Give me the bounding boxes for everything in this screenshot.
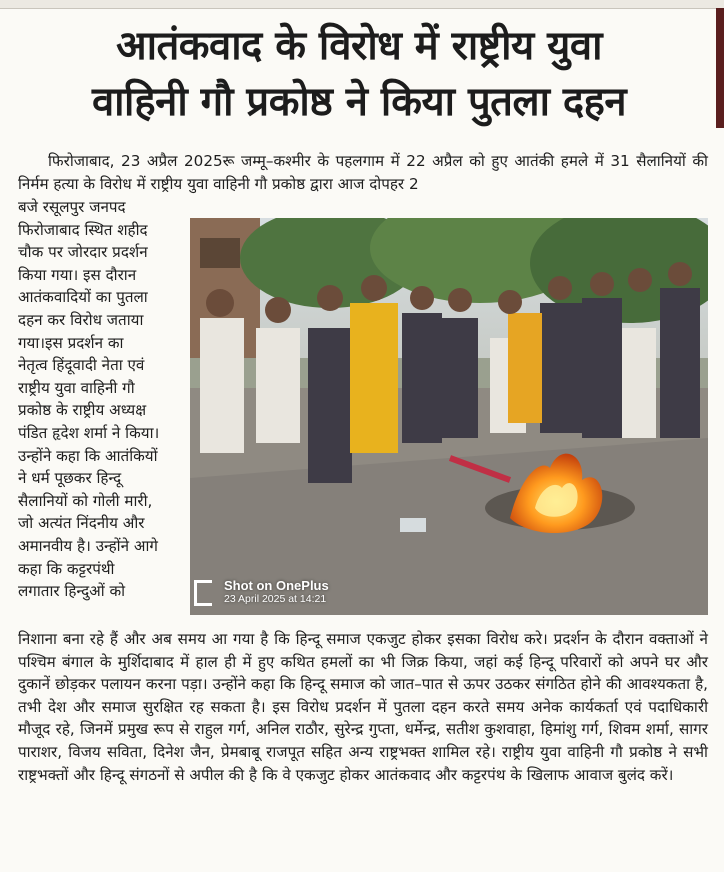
wrap-line: फिरोजाबाद स्थित शहीद [18,220,148,239]
headline-line-2: वाहिनी गौ प्रकोष्ठ ने किया पुतला दहन [91,79,627,125]
headline-line-1: आतंकवाद के विरोध में राष्ट्रीय युवा [116,23,602,69]
article-intro [18,150,708,195]
wrap-line: गया।इस प्रदर्शन का [18,333,124,352]
wrap-line: अमानवीय है। उन्होंने आगे [18,536,158,555]
article-continuation [18,628,708,786]
wrap-line: चौक पर जोरदार प्रदर्शन [18,243,148,262]
wrap-line: आतंकवादियों का पुतला [18,288,148,307]
wrap-line: जो अत्यंत निंदनीय और [18,514,145,533]
previous-article-strip [0,0,724,9]
wrap-line: राष्ट्रीय युवा वाहिनी गौ [18,378,135,397]
wrap-line: ने धर्म पूछकर हिन्दू [18,469,122,488]
wrap-line: उन्होंने कहा कि आतंकियों [18,446,158,465]
wrap-line: प्रकोष्ठ के राष्ट्रीय अध्यक्ष [18,401,147,420]
news-photo [190,218,708,615]
watermark-timestamp: 23 April 2025 at 14:21 [224,593,327,605]
protest-photo-illustration [190,218,708,615]
adjacent-page-edge [716,8,724,128]
oneplus-logo-icon [194,580,212,606]
article-wrap-column [18,196,188,603]
wrap-line: सैलानियों को गोली मारी, [18,491,153,510]
wrap-line: लगातार हिन्दुओं को [18,582,126,601]
wrap-line: नेतृत्व हिंदूवादी नेता एवं [18,356,145,375]
watermark-device: Shot on OnePlus [224,578,329,593]
wrap-line: बजे रसूलपुर जनपद [18,198,126,216]
intro-paragraph: फिरोजाबाद, 23 अप्रैल 2025रू जम्मू–कश्मीर के पहलगाम में 22 अप्रैल को हुए आतंकी हमले में 31 सैलानियों की निर्मम हत्या के विरोध में राष्ट्रीय युवा वाहिनी गौ प्रकोष्ठ द्वारा आज दोपहर 2 [18,152,708,193]
wrap-line: किया गया। इस दौरान [18,265,137,284]
wrap-line: पंडित हृदेश शर्मा ने किया। [18,423,160,442]
continuation-paragraph: निशाना बना रहे हैं और अब समय आ गया है कि हिन्दू समाज एकजुट होकर इसका विरोध करे। प्रदर्शन के दौरान वक्ताओं ने पश्चिम बंगाल के मुर्शिदाबाद में हाल ही में हुए कथित हमलों का भी जिक्र किया, जहां कई हिन्दू परिवारों को अपने घर और दुकानें छोड़कर पलायन करना पड़ा। उन्होंने कहा कि हिन्दू समाज को जात–पात से ऊपर उठकर संगठित होने की आवश्यकता है, तभी देश और समाज सुरक्षित रह सकता है। इस विरोध प्रदर्शन में पुतला दहन करते समय अनेक कार्यकर्ता एवं पदाधिकारी मौजूद रहे, जिनमें प्रमुख रूप से राहुल गर्ग, अनिल राठौर, सुरेन्द्र गुप्ता, धर्मेन्द्र, सतीश कुशवाहा, हिमांशु गर्ग, शिवम शर्मा, सागर पाराशर, विजय सविता, दिनेश जैन, प्रेमबाबू राजपूत सहित अन्य राष्ट्रभक्त शामिल रहे। राष्ट्रीय युवा वाहिनी गौ प्रकोष्ठ ने सभी राष्ट्रभक्तों और हिन्दू संगठनों से अपील की है कि वे एकजुट होकर आतंकवाद और कट्टरपंथ के खिलाफ आवाज बुलंद करें। [18,630,708,784]
camera-watermark [224,578,329,605]
headline [14,18,704,130]
wrap-line: दहन कर विरोध जताया [18,310,144,329]
wrap-line: कहा कि कट्टरपंथी [18,559,115,578]
